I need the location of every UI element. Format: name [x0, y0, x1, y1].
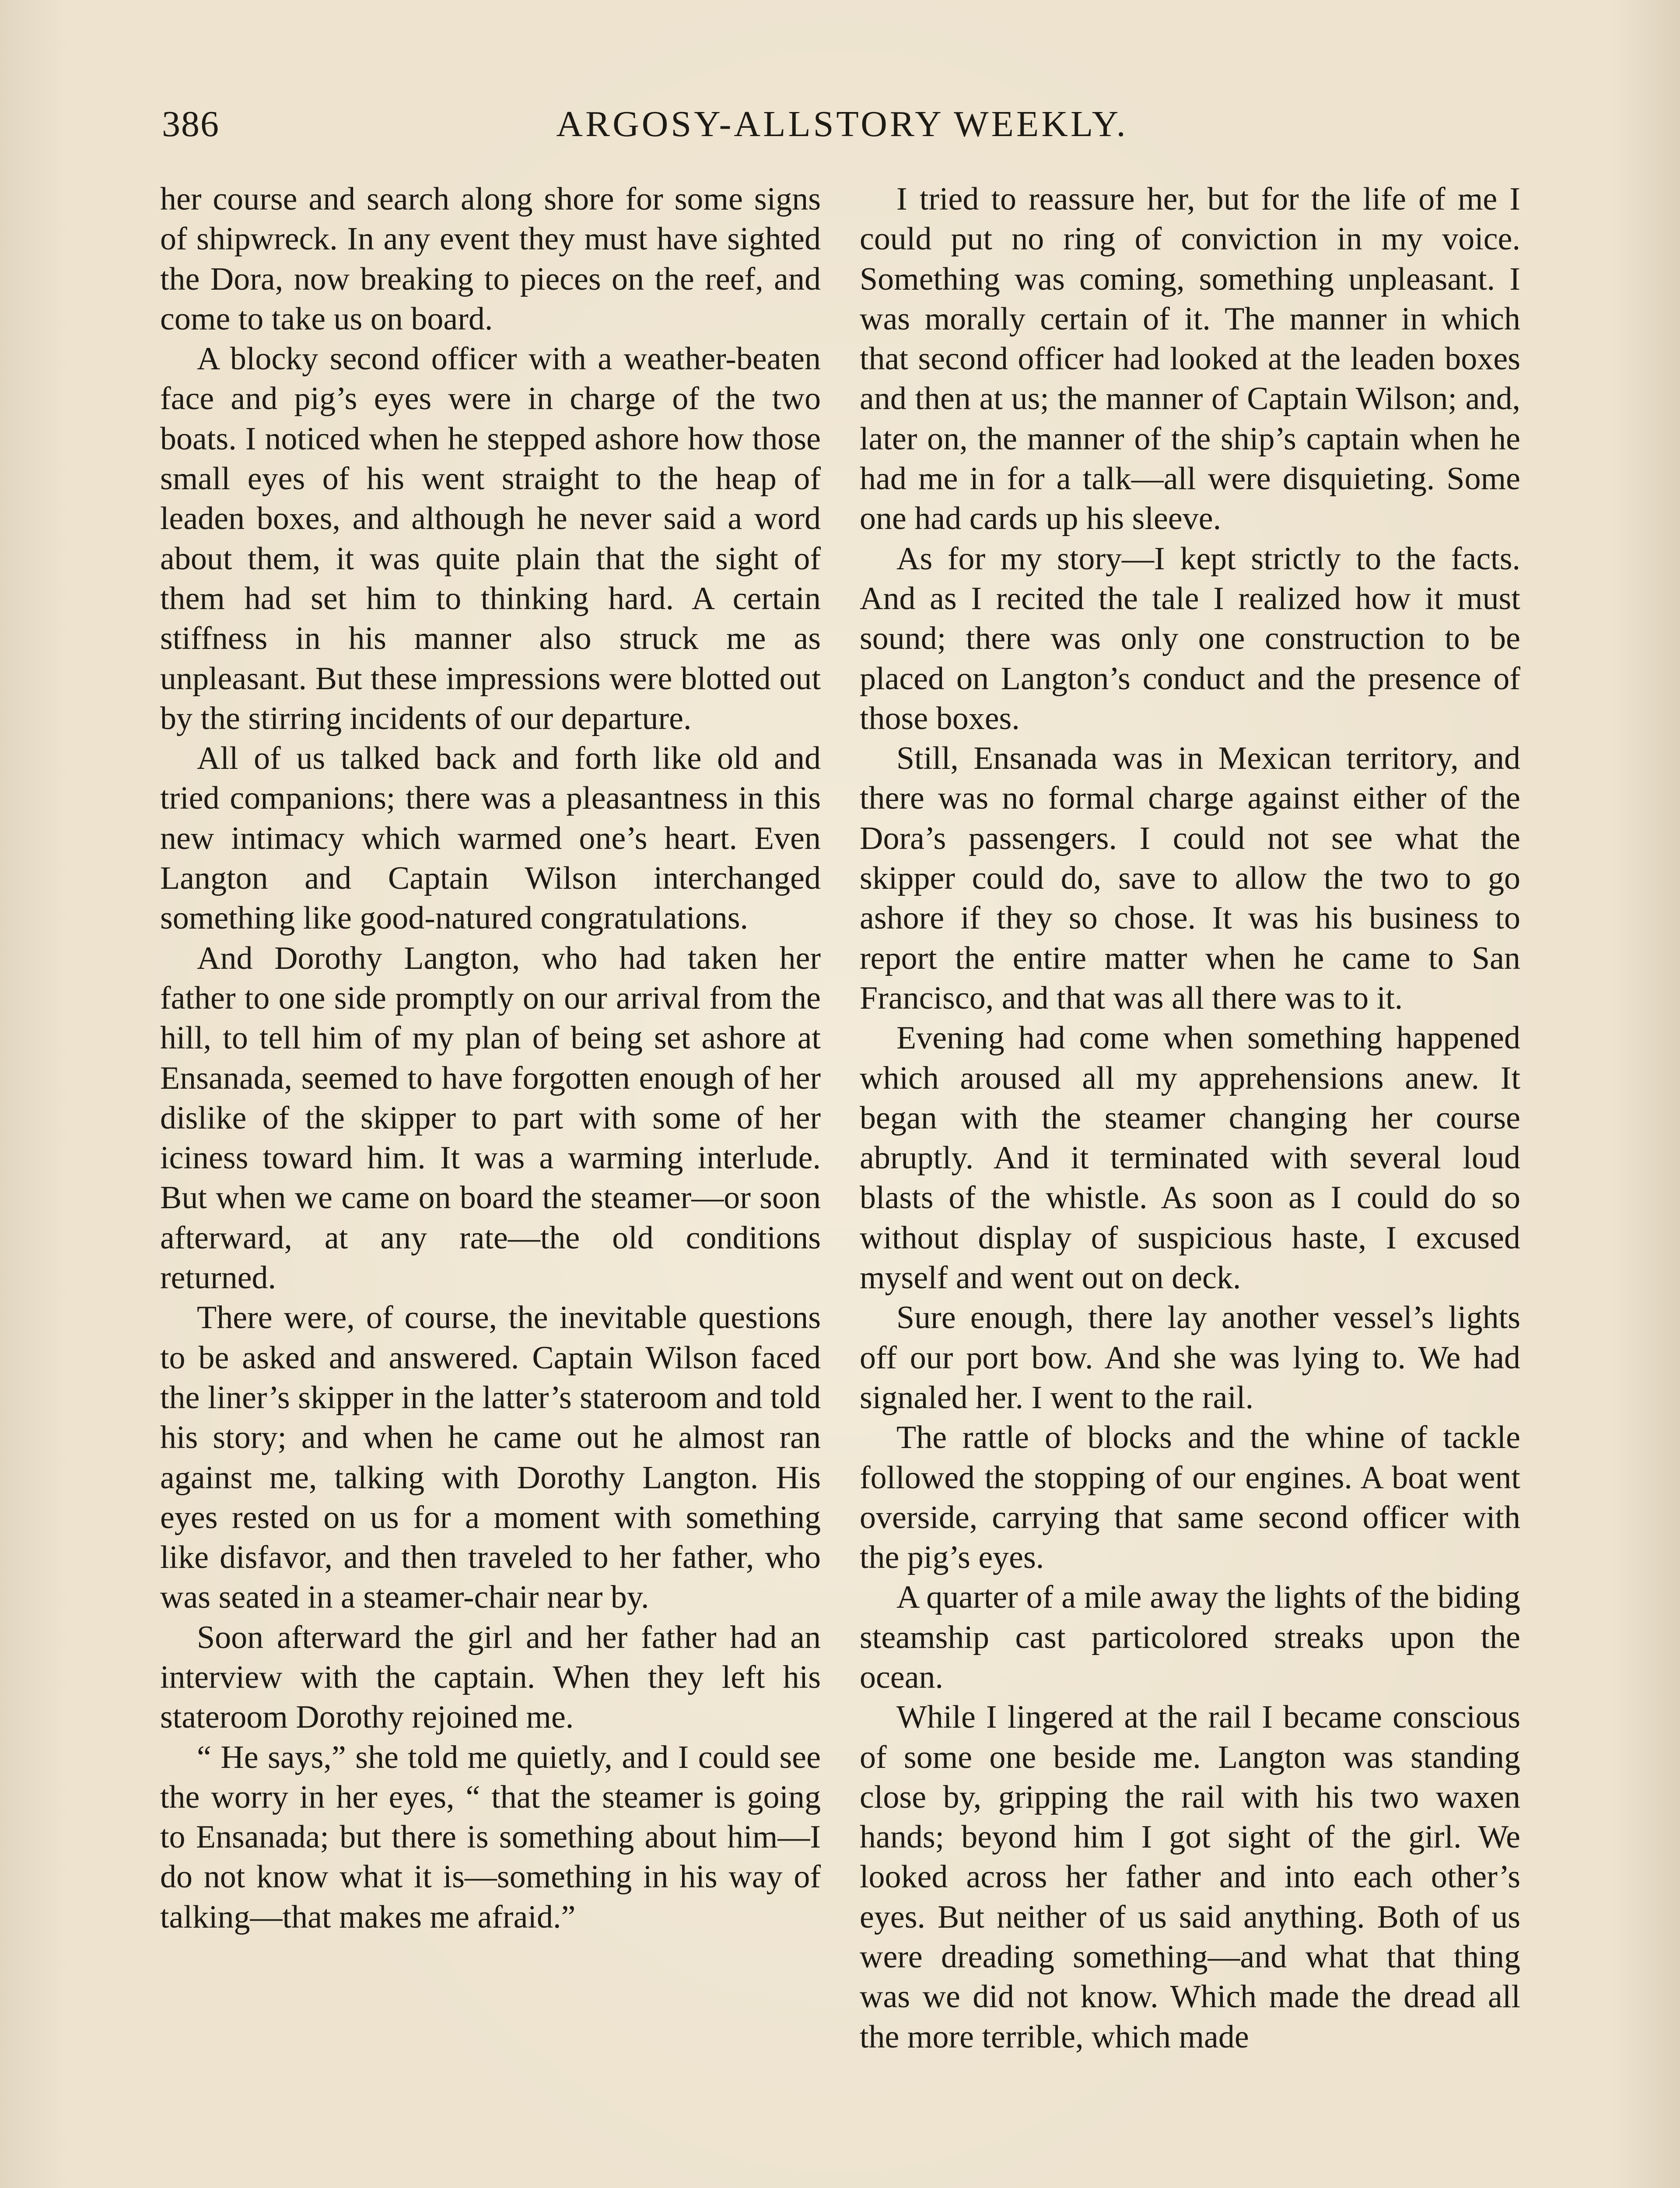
paragraph: Still, Ensanada was in Mexican territory, and there was no formal charge against either of the Dora’s passengers. I could not see what the skipper could do, save to allow the two to go ashore if they so chose. It was his business to report the entire matter when he came to San Francisco, and that was all there was to it. — [860, 740, 1520, 1016]
paragraph: While I lingered at the rail I became conscious of some one beside me. Langton was standing close by, gripping the rail with his two waxen hands; beyond him I got sight of the girl. We looked across her father and into each other’s eyes. But neither of us said anything. Both of us were dreading something—and what that thing was we did not know. Which made the dread all the more terrible, which made — [860, 1699, 1520, 2055]
paragraph: Soon afterward the girl and her father had an interview with the captain. When they left his stateroom Dorothy rejoined me. — [160, 1619, 821, 1736]
right-column — [860, 179, 1520, 2057]
left-column — [160, 179, 821, 1937]
paragraph: And Dorothy Langton, who had taken her father to one side promptly on our arrival from the hill, to tell him of my plan of being set ashore at Ensanada, seemed to have forgotten enough of her dislike of the skipper to part with some of her iciness toward him. It was a warming interlude. But when we came on board the steamer—or soon afterward, at any rate—the old conditions returned. — [160, 940, 821, 1296]
paragraph: A blocky second officer with a weather-beaten face and pig’s eyes were in charge of the two boats. I noticed when he stepped ashore how those small eyes of his went straight to the heap of leaden boxes, and although he never said a word about them, it was quite plain that the sight of them had set him to thinking hard. A certain stiffness in his manner also struck me as unpleasant. But these impressions were blotted out by the stirring incidents of our departure. — [160, 341, 821, 736]
page-number: 386 — [162, 104, 220, 144]
running-title: ARGOSY-ALLSTORY WEEKLY. — [556, 104, 1128, 144]
paragraph: Sure enough, there lay another vessel’s lights off our port bow. And she was lying to. We had signaled her. I went to the rail. — [860, 1300, 1520, 1416]
paragraph: All of us talked back and forth like old and tried companions; there was a pleasantness in this new intimacy which warmed one’s heart. Even Langton and Captain Wilson interchanged something like good-natured congratulations. — [160, 740, 821, 936]
paragraph: The rattle of blocks and the whine of tackle followed the stopping of our engines. A boat went overside, carrying that same second officer with the pig’s eyes. — [860, 1420, 1520, 1576]
paragraph: I tried to reassure her, but for the life of me I could put no ring of conviction in my voice. Something was coming, something unpleasant. I was morally certain of it. The manner in which that second officer had looked at the leaden boxes and then at us; the manner of Captain Wilson; and, later on, the manner of the ship’s captain when he had me in for a talk—all were disquieting. Some one had cards up his sleeve. — [860, 181, 1520, 537]
paragraph: her course and search along shore for some signs of shipwreck. In any event they must have sighted the Dora, now breaking to pieces on the reef, and come to take us on board. — [160, 181, 821, 337]
paragraph: A quarter of a mile away the lights of the biding steamship cast particolored streaks upon the ocean. — [860, 1579, 1520, 1695]
paragraph: As for my story—I kept strictly to the facts. And as I recited the tale I realized how it must sound; there was only one construction to be placed on Langton’s conduct and the presence of those boxes. — [860, 540, 1520, 736]
paragraph: Evening had come when something happened which aroused all my apprehensions anew. It began with the steamer changing her course abruptly. And it terminated with several loud blasts of the whistle. As soon as I could do so without display of suspicious haste, I excused myself and went out on deck. — [860, 1020, 1520, 1296]
page-header — [162, 103, 1522, 151]
paragraph: “ He says,” she told me quietly, and I could see the worry in her eyes, “ that the steamer is going to Ensanada; but there is something about him—I do not know what it is—something in his way of talking—that makes me afraid.” — [160, 1739, 821, 1935]
paragraph: There were, of course, the inevitable questions to be asked and answered. Captain Wilson faced the liner’s skipper in the latter’s stateroom and told his story; and when he came out he almost ran against me, talking with Dorothy Langton. His eyes rested on us for a moment with something like disfavor, and then traveled to her father, who was seated in a steamer-chair near by. — [160, 1300, 821, 1616]
